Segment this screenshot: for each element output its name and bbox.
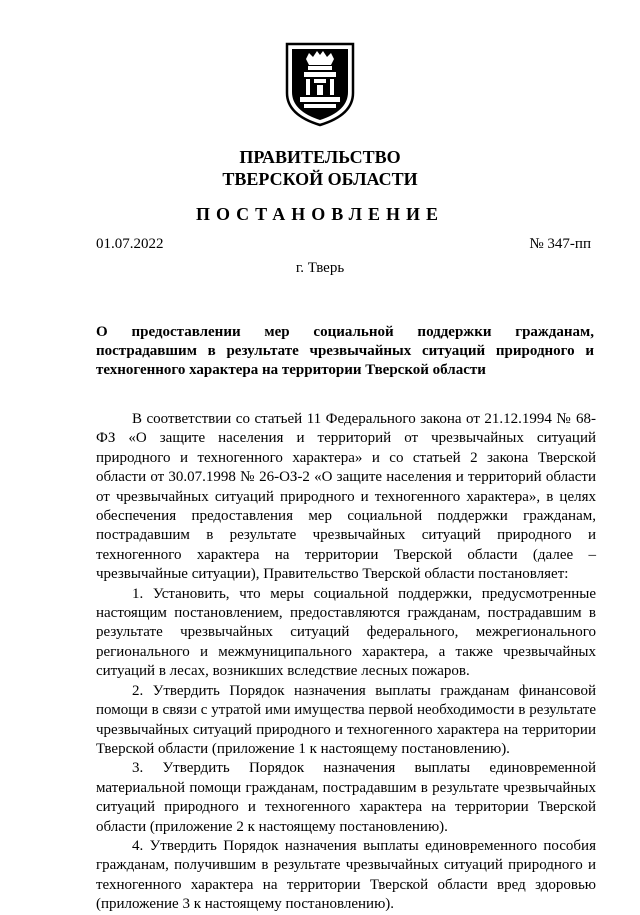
body-paragraph-preamble: В соответствии со статьей 11 Федерального закона от 21.12.1994 № 68-ФЗ «О защите населения и территорий от чрезвычайных ситуаций природного и техногенного характера» и со статьей 2 закона Тверской области от 30.07.1998 № 26-ОЗ-2 «О защите населения и территорий области от чрезвычайных ситуаций природного и техногенного характера», в целях обеспечения предоставления мер социальной поддержки гражданам, пострадавшим в результате чрезвычайных ситуаций природного и техногенного характера на территории Тверской области (далее – чрезвычайные ситуации), Правительство Тверской области постановляет:: [96, 411, 596, 583]
document-body: [96, 410, 596, 915]
organization-name-line2: ТВЕРСКОЙ ОБЛАСТИ: [222, 169, 418, 189]
document-number: № 347-пп: [529, 236, 591, 252]
document-type: ПОСТАНОВЛЕНИЕ: [195, 204, 445, 224]
document-city: г. Тверь: [295, 260, 345, 276]
body-paragraph-item-4: 4. Утвердить Порядок назначения выплаты единовременного пособия гражданам, получившим в результате чрезвычайных ситуаций природного и техногенного характера на территории Тверской области вред здоровью (приложение 3 к настоящему постановлению).: [96, 837, 596, 913]
body-paragraph-item-1: 1. Установить, что меры социальной поддержки, предусмотренные настоящим постановлением, предоставляются гражданам, пострадавшим в результате чрезвычайных ситуаций федерального, межрегионального регионального и межмуниципального характера, а также чрезвычайных ситуаций в лесах, возникших вследствие лесных пожаров.: [96, 585, 596, 680]
organization-name-line1: ПРАВИТЕЛЬСТВО: [239, 147, 401, 167]
body-paragraph-item-2: 2. Утвердить Порядок назначения выплаты гражданам финансовой помощи в связи с утратой ими имущества первой необходимости в результате чрезвычайных ситуаций природного и техногенного характера на территории Тверской области (приложение 1 к настоящему постановлению).: [96, 682, 596, 757]
coat-of-arms-icon: [284, 41, 356, 127]
document-title: О предоставлении мер социальной поддержки гражданам, пострадавшим в результате чрезвычайных ситуаций природного и техногенного характера на территории Тверской области: [96, 324, 594, 378]
document-date: 01.07.2022: [96, 236, 164, 252]
body-paragraph-item-3: 3. Утвердить Порядок назначения выплаты единовременной материальной помощи гражданам, пострадавшим в результате чрезвычайных ситуаций природного и техногенного характера на территории Тверской области (приложение 2 к настоящему постановлению).: [96, 760, 596, 835]
